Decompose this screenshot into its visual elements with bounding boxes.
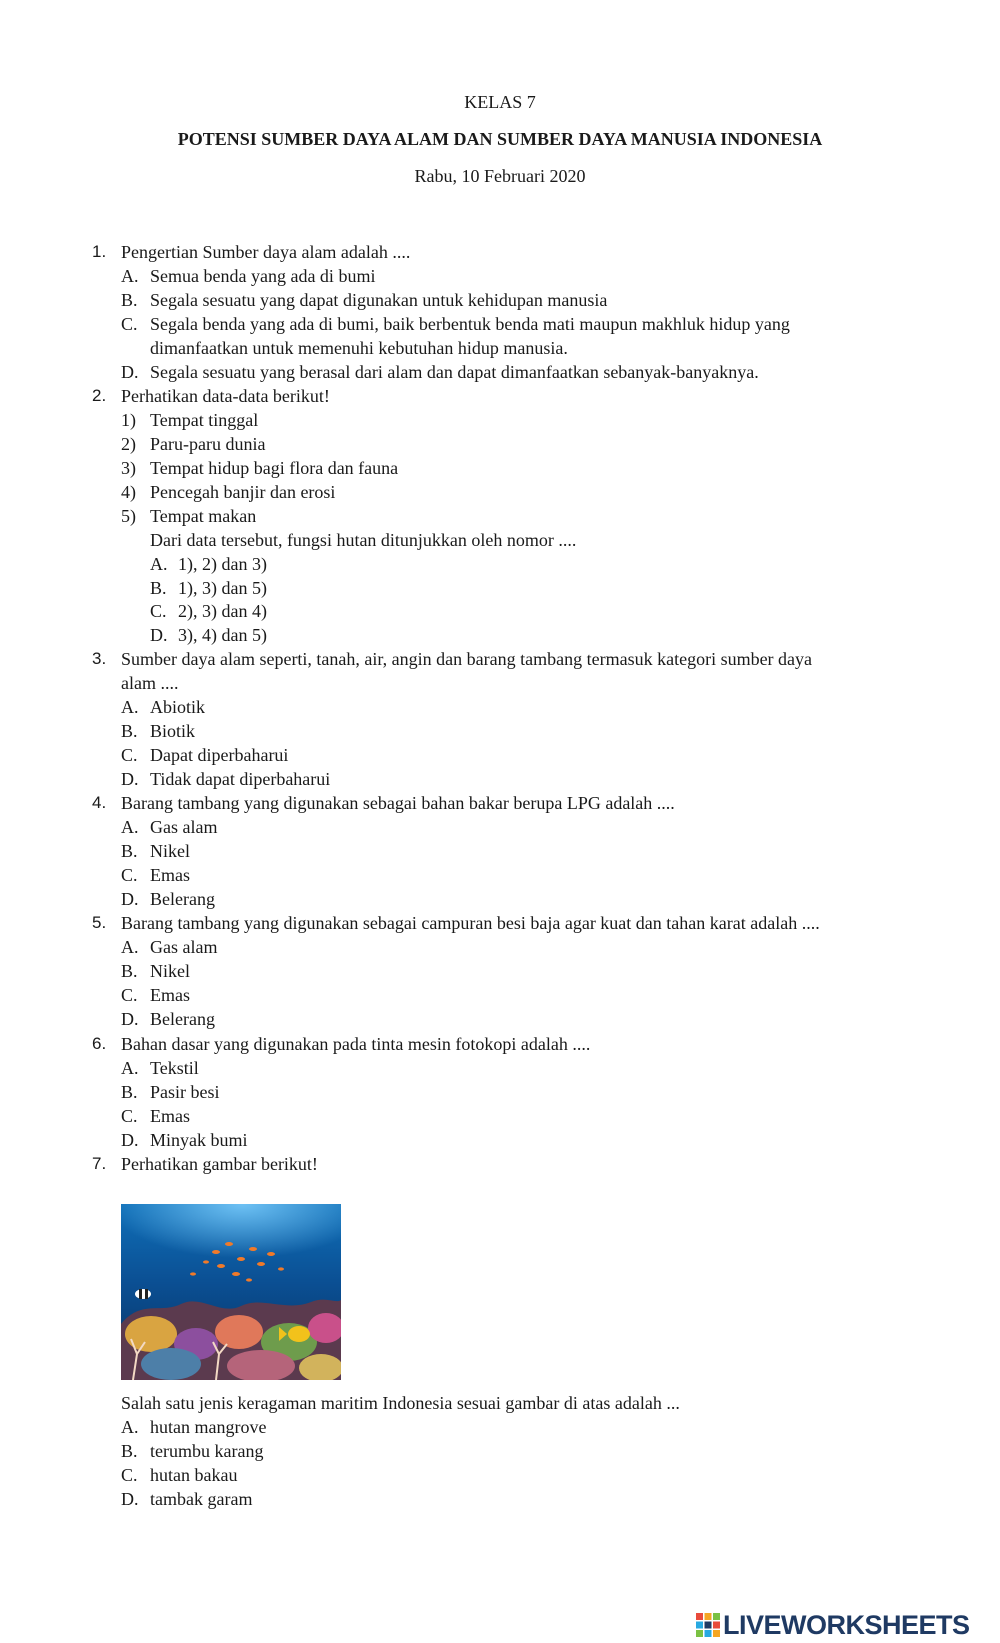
question-number: 4.	[92, 793, 107, 812]
data-item-text: Paru-paru dunia	[150, 434, 266, 454]
option-letter: A.	[121, 817, 139, 837]
option-text: Segala sesuatu yang dapat digunakan untuk kehidupan manusia	[150, 290, 608, 310]
option-letter: B.	[121, 1082, 138, 1102]
option-letter: B.	[121, 841, 138, 861]
option-text: Tekstil	[150, 1058, 199, 1078]
option-text-continued: dimanfaatkan untuk memenuhi kebutuhan hidup manusia.	[150, 338, 568, 358]
option-text: Segala sesuatu yang berasal dari alam dan dapat dimanfaatkan sebanyak-banyaknya.	[150, 362, 759, 382]
option-letter: A.	[150, 554, 168, 574]
option-letter: D.	[150, 625, 168, 645]
page-title: POTENSI SUMBER DAYA ALAM DAN SUMBER DAYA MANUSIA INDONESIA	[177, 129, 823, 149]
liveworksheets-logo-icon	[696, 1613, 720, 1637]
option-letter: A.	[121, 266, 139, 286]
option-letter: C.	[150, 601, 167, 621]
option-text: Tidak dapat diperbaharui	[150, 769, 331, 789]
option-letter: C.	[121, 865, 138, 885]
option-text: Nikel	[150, 841, 190, 861]
option-letter: A.	[121, 937, 139, 957]
data-item-text: Tempat hidup bagi flora dan fauna	[150, 458, 399, 478]
option-letter: C.	[121, 314, 138, 334]
option-text: Emas	[150, 865, 190, 885]
question-number: 2.	[92, 386, 107, 405]
option-text: Gas alam	[150, 817, 218, 837]
question-number: 1.	[92, 242, 107, 261]
option-letter: C.	[121, 1106, 138, 1126]
option-letter: A.	[121, 1058, 139, 1078]
question-text-continued: alam ....	[121, 673, 179, 693]
option-text: terumbu karang	[150, 1441, 264, 1461]
question-text: Perhatikan data-data berikut!	[121, 386, 330, 406]
option-letter: D.	[121, 1489, 139, 1509]
option-text: hutan mangrove	[150, 1417, 267, 1437]
option-text: Emas	[150, 985, 190, 1005]
option-letter: D.	[121, 1130, 139, 1150]
data-item-text: Tempat tinggal	[150, 410, 259, 430]
liveworksheets-logo[interactable]	[696, 1610, 970, 1640]
option-text: Gas alam	[150, 937, 218, 957]
coral-reef-image	[121, 1204, 341, 1380]
data-item-text: Pencegah banjir dan erosi	[150, 482, 336, 502]
question-number: 3.	[92, 649, 107, 668]
question-number: 5.	[92, 913, 107, 932]
data-item-number: 5)	[121, 506, 136, 526]
option-text: 1), 2) dan 3)	[178, 554, 267, 574]
option-text: Nikel	[150, 961, 190, 981]
option-text: 1), 3) dan 5)	[178, 578, 267, 598]
option-letter: B.	[121, 290, 138, 310]
option-text: Segala benda yang ada di bumi, baik berbentuk benda mati maupun makhluk hidup yang	[150, 314, 790, 334]
option-letter: B.	[121, 961, 138, 981]
option-letter: D.	[121, 1009, 139, 1029]
question-text: Barang tambang yang digunakan sebagai bahan bakar berupa LPG adalah ....	[121, 793, 675, 813]
option-letter: B.	[150, 578, 167, 598]
option-letter: A.	[121, 697, 139, 717]
option-text: 3), 4) dan 5)	[178, 625, 267, 645]
data-item-number: 3)	[121, 458, 136, 478]
option-text: Semua benda yang ada di bumi	[150, 266, 376, 286]
question-text: Pengertian Sumber daya alam adalah ....	[121, 242, 411, 262]
option-text: Belerang	[150, 889, 215, 909]
option-text: tambak garam	[150, 1489, 253, 1509]
option-letter: D.	[121, 769, 139, 789]
question-text: Bahan dasar yang digunakan pada tinta mesin fotokopi adalah ....	[121, 1034, 591, 1054]
option-letter: C.	[121, 1465, 138, 1485]
option-text: 2), 3) dan 4)	[178, 601, 267, 621]
option-text: Belerang	[150, 1009, 215, 1029]
option-text: Emas	[150, 1106, 190, 1126]
option-letter: A.	[121, 1417, 139, 1437]
option-text: Dapat diperbaharui	[150, 745, 289, 765]
data-item-number: 4)	[121, 482, 136, 502]
option-text: Minyak bumi	[150, 1130, 248, 1150]
question-number: 7.	[92, 1154, 107, 1173]
logo-text: LIVEWORKSHEETS	[723, 1609, 970, 1640]
option-letter: C.	[121, 745, 138, 765]
option-text: Biotik	[150, 721, 196, 741]
option-text: Abiotik	[150, 697, 206, 717]
question-prompt: Dari data tersebut, fungsi hutan ditunjukkan oleh nomor ....	[150, 530, 577, 550]
option-letter: D.	[121, 362, 139, 382]
date-line: Rabu, 10 Februari 2020	[414, 166, 586, 186]
option-letter: B.	[121, 721, 138, 741]
class-label: KELAS 7	[464, 92, 536, 112]
question-text: Perhatikan gambar berikut!	[121, 1154, 318, 1174]
option-letter: D.	[121, 889, 139, 909]
question-prompt: Salah satu jenis keragaman maritim Indonesia sesuai gambar di atas adalah ...	[121, 1393, 680, 1413]
option-letter: B.	[121, 1441, 138, 1461]
question-text: Sumber daya alam seperti, tanah, air, angin dan barang tambang termasuk kategori sumber daya	[121, 649, 813, 669]
option-text: Pasir besi	[150, 1082, 220, 1102]
option-letter: C.	[121, 985, 138, 1005]
option-text: hutan bakau	[150, 1465, 238, 1485]
question-text: Barang tambang yang digunakan sebagai campuran besi baja agar kuat dan tahan karat adalah ....	[121, 913, 820, 933]
data-item-number: 2)	[121, 434, 136, 454]
data-item-number: 1)	[121, 410, 136, 430]
question-number: 6.	[92, 1034, 107, 1053]
data-item-text: Tempat makan	[150, 506, 257, 526]
